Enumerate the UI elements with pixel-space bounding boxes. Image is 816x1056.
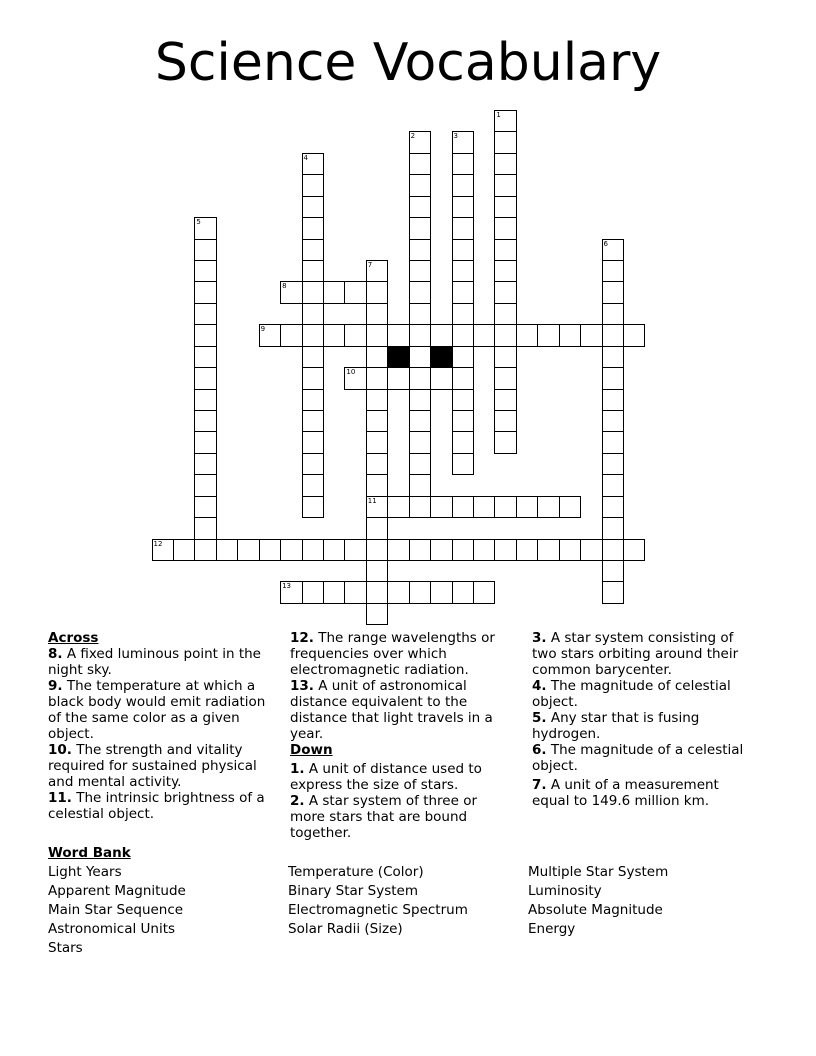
grid-cell[interactable] — [409, 581, 431, 603]
grid-cell[interactable] — [302, 217, 324, 239]
grid-cell[interactable] — [409, 431, 431, 453]
grid-cell[interactable] — [494, 431, 516, 453]
grid-cell[interactable] — [494, 324, 516, 346]
grid-cell[interactable] — [516, 496, 538, 518]
grid-cell[interactable] — [602, 324, 624, 346]
clue-number: 1 — [496, 111, 501, 119]
grid-cell[interactable] — [302, 260, 324, 282]
grid-cell[interactable] — [452, 581, 474, 603]
word-bank-heading: Word Bank — [48, 845, 131, 861]
page-title: Science Vocabulary — [154, 33, 662, 93]
grid-cell[interactable] — [602, 560, 624, 582]
grid-cell[interactable] — [452, 496, 474, 518]
grid-cell[interactable] — [302, 367, 324, 389]
grid-cell[interactable] — [194, 431, 216, 453]
grid-cell[interactable] — [387, 581, 409, 603]
grid-cell[interactable] — [366, 281, 388, 303]
grid-cell[interactable] — [409, 539, 431, 561]
grid-cell[interactable] — [366, 496, 388, 518]
grid-cell[interactable] — [194, 410, 216, 432]
grid-cell[interactable] — [430, 539, 452, 561]
grid-cell[interactable] — [559, 324, 581, 346]
grid-cell[interactable] — [452, 281, 474, 303]
word-bank-item: Electromagnetic Spectrum — [288, 902, 468, 918]
across-clue: 13. A unit of astronomical distance equivalent to the distance that light travels in a year. — [290, 678, 493, 742]
grid-cell[interactable] — [494, 174, 516, 196]
grid-cell[interactable] — [302, 539, 324, 561]
word-bank-column-3 — [528, 863, 668, 939]
word-bank-item: Astronomical Units — [48, 921, 176, 937]
grid-cell[interactable] — [452, 346, 474, 368]
grid-cell[interactable] — [602, 581, 624, 603]
grid-cell[interactable] — [430, 367, 452, 389]
word-bank-item: Stars — [48, 940, 83, 956]
grid-cell[interactable] — [302, 239, 324, 261]
grid-cell[interactable] — [537, 324, 559, 346]
grid-cell[interactable] — [473, 539, 495, 561]
grid-cell[interactable] — [387, 539, 409, 561]
grid-cell[interactable] — [194, 324, 216, 346]
word-bank-item: Main Star Sequence — [48, 902, 184, 918]
grid-cell[interactable] — [323, 281, 345, 303]
grid-cell[interactable] — [302, 431, 324, 453]
clue-number: 9 — [260, 325, 266, 334]
grid-cell[interactable] — [409, 453, 431, 475]
down-clue: 5. Any star that is fusing hydrogen. — [532, 710, 700, 742]
across-clue: 11. The intrinsic brightness of a celestial object. — [48, 790, 265, 822]
grid-cell[interactable] — [259, 539, 281, 561]
grid-cell[interactable] — [602, 281, 624, 303]
grid-cell[interactable] — [409, 389, 431, 411]
grid-cell[interactable] — [452, 131, 474, 153]
word-bank-item: Solar Radii (Size) — [288, 921, 403, 937]
grid-cell[interactable] — [494, 346, 516, 368]
grid-cell[interactable] — [409, 410, 431, 432]
grid-cell[interactable] — [473, 581, 495, 603]
grid-cell[interactable] — [409, 131, 431, 153]
grid-cell[interactable] — [602, 474, 624, 496]
grid-cell[interactable] — [602, 431, 624, 453]
grid-cell[interactable] — [237, 539, 259, 561]
grid-cell[interactable] — [409, 217, 431, 239]
grid-cell[interactable] — [366, 367, 388, 389]
grid-cell[interactable] — [602, 303, 624, 325]
down-heading: Down — [290, 742, 333, 758]
grid-cell[interactable] — [323, 324, 345, 346]
grid-cell[interactable] — [387, 324, 409, 346]
grid-cell[interactable] — [194, 453, 216, 475]
grid-cell[interactable] — [280, 539, 302, 561]
word-bank-item: Apparent Magnitude — [48, 883, 186, 899]
clue-number: 7 — [367, 261, 373, 269]
grid-cell[interactable] — [409, 496, 431, 518]
grid-cell[interactable] — [302, 346, 324, 368]
grid-cell[interactable] — [409, 303, 431, 325]
grid-cell[interactable] — [302, 303, 324, 325]
grid-cell[interactable] — [559, 539, 581, 561]
grid-cell[interactable] — [302, 496, 324, 518]
clues-column-3 — [532, 630, 756, 809]
grid-cell[interactable] — [366, 346, 388, 368]
clue-number: 10 — [346, 368, 356, 377]
grid-cell[interactable] — [194, 346, 216, 368]
grid-cell[interactable] — [452, 453, 474, 475]
grid-cell[interactable] — [494, 260, 516, 282]
word-bank-item: Multiple Star System — [528, 864, 669, 880]
grid-cell[interactable] — [409, 474, 431, 496]
grid-cell[interactable] — [494, 303, 516, 325]
grid-cell[interactable] — [494, 239, 516, 261]
grid-cell[interactable] — [602, 260, 624, 282]
grid-cell[interactable] — [344, 367, 366, 389]
grid-cell[interactable] — [452, 324, 474, 346]
grid-cell[interactable] — [580, 539, 602, 561]
grid-cell[interactable] — [494, 389, 516, 411]
clue-number: 11 — [367, 496, 377, 505]
word-bank-column-2 — [288, 863, 468, 939]
grid-cell[interactable] — [216, 539, 238, 561]
grid-cell[interactable] — [409, 174, 431, 196]
grid-cell[interactable] — [194, 260, 216, 282]
grid-cell[interactable] — [602, 367, 624, 389]
grid-cell[interactable] — [623, 539, 645, 561]
down-clue: 4. The magnitude of celestial object. — [532, 678, 731, 710]
grid-cell[interactable] — [387, 496, 409, 518]
across-clue: 10. The strength and vitality required for sustained physical and mental activity. — [48, 742, 257, 790]
across-clue: 12. The range wavelengths or frequencies over which electromagnetic radiation. — [290, 630, 495, 678]
grid-cell[interactable] — [366, 560, 388, 582]
grid-cell[interactable] — [452, 153, 474, 175]
grid-cell[interactable] — [409, 260, 431, 282]
grid-cell[interactable] — [366, 431, 388, 453]
grid-cell[interactable] — [602, 517, 624, 539]
grid-cell[interactable] — [494, 196, 516, 218]
grid-cell[interactable] — [602, 410, 624, 432]
grid-cell[interactable] — [409, 324, 431, 346]
clues-column-1 — [48, 630, 276, 822]
grid-cell[interactable] — [366, 581, 388, 603]
grid-cell[interactable] — [494, 153, 516, 175]
grid-cell[interactable] — [302, 389, 324, 411]
grid-cell[interactable] — [194, 303, 216, 325]
clue-number: 6 — [603, 239, 608, 248]
grid-cell[interactable] — [344, 581, 366, 603]
word-bank-item: Temperature (Color) — [288, 864, 424, 880]
grid-cell[interactable] — [494, 131, 516, 153]
grid-cell[interactable] — [194, 539, 216, 561]
grid-cell[interactable] — [366, 539, 388, 561]
grid-cell[interactable] — [366, 260, 388, 282]
word-bank-item: Light Years — [48, 864, 122, 880]
grid-cell[interactable] — [387, 367, 409, 389]
word-bank-column-1 — [48, 863, 186, 958]
grid-cell[interactable] — [302, 196, 324, 218]
grid-cell[interactable] — [537, 496, 559, 518]
grid-cell[interactable] — [366, 303, 388, 325]
grid-cell[interactable] — [323, 539, 345, 561]
grid-cell[interactable] — [452, 260, 474, 282]
grid-cell[interactable] — [409, 281, 431, 303]
down-clue: 2. A star system of three or more stars that are bound together. — [290, 793, 478, 841]
grid-cell[interactable] — [259, 324, 281, 346]
grid-cell[interactable] — [302, 324, 324, 346]
grid-cell[interactable] — [430, 324, 452, 346]
grid-cell[interactable] — [302, 174, 324, 196]
grid-cell[interactable] — [366, 517, 388, 539]
grid-cell[interactable] — [173, 539, 195, 561]
grid-cell[interactable] — [516, 539, 538, 561]
grid-cell[interactable] — [152, 539, 174, 561]
grid-cell[interactable] — [494, 281, 516, 303]
grid-cell[interactable] — [302, 453, 324, 475]
grid-cell[interactable] — [452, 303, 474, 325]
grid-cell[interactable] — [452, 217, 474, 239]
across-heading: Across — [48, 630, 99, 646]
grid-cell[interactable] — [344, 539, 366, 561]
clue-number: 4 — [303, 153, 308, 162]
grid-cell[interactable] — [280, 281, 302, 303]
clue-number: 12 — [153, 539, 163, 548]
word-bank-item: Luminosity — [528, 883, 602, 899]
grid-cell[interactable] — [537, 539, 559, 561]
grid-cell[interactable] — [194, 281, 216, 303]
clue-number: 13 — [282, 582, 291, 591]
grid-cell[interactable] — [516, 324, 538, 346]
grid-cell[interactable] — [494, 367, 516, 389]
grid-cell[interactable] — [366, 389, 388, 411]
grid-cell[interactable] — [344, 324, 366, 346]
grid-cell[interactable] — [344, 281, 366, 303]
black-cell — [430, 346, 452, 368]
grid-cell[interactable] — [194, 217, 216, 239]
down-clue: 3. A star system consisting of two stars orbiting around their common barycenter. — [532, 630, 739, 678]
grid-cell[interactable] — [452, 410, 474, 432]
grid-cell[interactable] — [302, 474, 324, 496]
clue-number: 8 — [282, 282, 287, 291]
clue-number: 3 — [453, 132, 458, 141]
grid-cell[interactable] — [602, 389, 624, 411]
grid-cell[interactable] — [452, 196, 474, 218]
grid-cell[interactable] — [452, 174, 474, 196]
grid-cell[interactable] — [602, 539, 624, 561]
grid-cell[interactable] — [366, 453, 388, 475]
grid-cell[interactable] — [452, 367, 474, 389]
word-bank-item: Absolute Magnitude — [528, 902, 663, 918]
grid-cell[interactable] — [302, 153, 324, 175]
grid-cell[interactable] — [194, 496, 216, 518]
grid-cell[interactable] — [430, 496, 452, 518]
grid-cell[interactable] — [194, 389, 216, 411]
grid-cell[interactable] — [452, 431, 474, 453]
grid-cell[interactable] — [409, 153, 431, 175]
clues-column-2 — [290, 630, 512, 841]
grid-cell[interactable] — [366, 474, 388, 496]
word-bank-item: Energy — [528, 921, 576, 937]
grid-cell[interactable] — [194, 474, 216, 496]
grid-cell[interactable] — [302, 581, 324, 603]
grid-cell[interactable] — [366, 410, 388, 432]
grid-cell[interactable] — [302, 281, 324, 303]
down-clue: 7. A unit of a measurement equal to 149.6 million km. — [532, 777, 719, 809]
grid-cell[interactable] — [409, 346, 431, 368]
clue-number: 5 — [196, 218, 201, 227]
black-cell — [387, 346, 409, 368]
grid-cell[interactable] — [409, 239, 431, 261]
grid-cell[interactable] — [602, 496, 624, 518]
grid-cell[interactable] — [452, 539, 474, 561]
grid-cell[interactable] — [194, 239, 216, 261]
grid-cell[interactable] — [623, 324, 645, 346]
grid-cell[interactable] — [409, 196, 431, 218]
grid-cell[interactable] — [194, 367, 216, 389]
grid-cell[interactable] — [473, 496, 495, 518]
grid-cell[interactable] — [559, 496, 581, 518]
grid-cell[interactable] — [494, 410, 516, 432]
across-clue: 9. The temperature at which a black body would emit radiation of the same color as a given object. — [48, 678, 266, 742]
grid-cell[interactable] — [602, 346, 624, 368]
grid-cell[interactable] — [473, 324, 495, 346]
grid-cell[interactable] — [409, 367, 431, 389]
grid-cell[interactable] — [194, 517, 216, 539]
grid-cell[interactable] — [452, 239, 474, 261]
grid-cell[interactable] — [602, 453, 624, 475]
grid-cell[interactable] — [580, 324, 602, 346]
grid-cell[interactable] — [323, 581, 345, 603]
grid-cell[interactable] — [452, 389, 474, 411]
grid-cell[interactable] — [366, 603, 388, 625]
grid-cell[interactable] — [602, 239, 624, 261]
word-bank-item: Binary Star System — [288, 883, 418, 899]
down-clue: 6. The magnitude of a celestial object. — [532, 742, 744, 774]
grid-cell[interactable] — [280, 324, 302, 346]
down-clue: 1. A unit of distance used to express the size of stars. — [290, 761, 482, 793]
grid-cell[interactable] — [280, 581, 302, 603]
grid-cell[interactable] — [494, 539, 516, 561]
grid-cell[interactable] — [430, 581, 452, 603]
grid-cell[interactable] — [302, 410, 324, 432]
clue-number: 2 — [410, 132, 416, 141]
grid-cell[interactable] — [494, 110, 516, 132]
grid-cell[interactable] — [366, 324, 388, 346]
grid-cell[interactable] — [494, 496, 516, 518]
across-clue: 8. A fixed luminous point in the night sky. — [48, 646, 261, 678]
grid-cell[interactable] — [494, 217, 516, 239]
